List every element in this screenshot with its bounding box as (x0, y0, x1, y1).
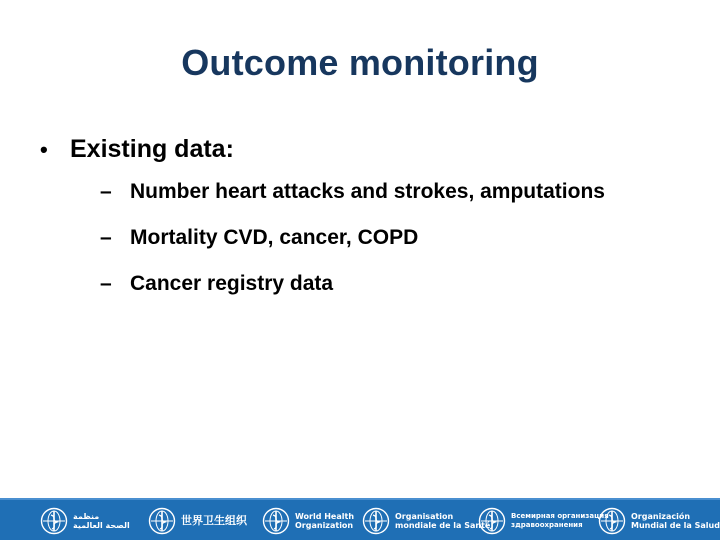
who-emblem-icon (478, 507, 506, 535)
logo-text: 世界卫生组织 (181, 514, 247, 527)
logo-russian (478, 506, 609, 536)
who-emblem-icon (148, 507, 176, 535)
who-emblem-icon (598, 507, 626, 535)
logo-chinese (148, 506, 247, 536)
logo-text: منظمة الصحة العالمية (73, 512, 130, 530)
logo-english (262, 506, 354, 536)
who-emblem-icon (40, 507, 68, 535)
footer-logo-bar (0, 498, 720, 540)
sub-bullet-item (100, 224, 605, 270)
sub-bullet-list (100, 178, 605, 316)
bullet-marker: • (40, 137, 48, 162)
who-emblem-icon (362, 507, 390, 535)
sub-bullet-text: Mortality CVD, cancer, COPD (130, 226, 419, 249)
sub-bullet-marker: – (100, 272, 112, 295)
bullet-text: Existing data: (70, 135, 234, 163)
logo-text: Organisation mondiale de la Santé (395, 512, 491, 530)
sub-bullet-marker: – (100, 180, 112, 203)
logo-text: World Health Organization (295, 512, 355, 530)
logo-french (362, 506, 490, 536)
sub-bullet-item (100, 178, 605, 224)
logo-spanish (598, 506, 720, 536)
sub-bullet-marker: – (100, 226, 112, 249)
sub-bullet-text: Cancer registry data (130, 272, 334, 295)
logo-arabic (40, 506, 130, 536)
who-emblem-icon (262, 507, 290, 535)
logo-text: Organización Mundial de la Salud (631, 512, 720, 530)
sub-bullet-item (100, 270, 605, 316)
bullet-existing-data (40, 135, 234, 164)
logo-text: Всемирная организация здравоохранения (511, 512, 609, 529)
sub-bullet-text: Number heart attacks and strokes, amputations (130, 180, 605, 203)
slide-title: Outcome monitoring (181, 42, 539, 83)
